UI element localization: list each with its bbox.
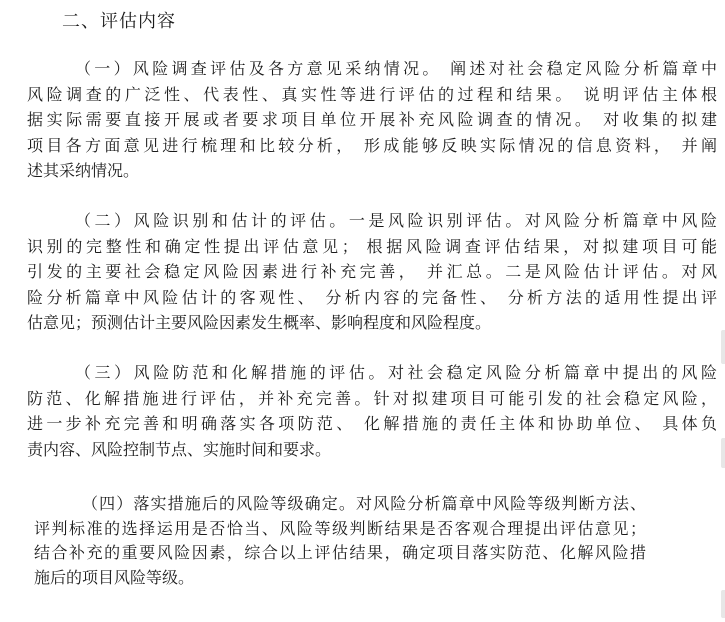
paragraph-line: 风险调查的广泛性、代表性、真实性等进行评估的过程和结果。 说明评估主体根 <box>27 84 717 104</box>
paragraph-line: 项目各方面意见进行梳理和比较分析， 形成能够反映实际情况的信息资料， 并阐 <box>27 135 717 155</box>
paragraph-line: 进一步补充完善和明确落实各项防范、 化解措施的责任主体和协助单位、 具体负 <box>27 414 717 433</box>
section-heading: 二、评估内容 <box>62 11 176 32</box>
paragraph-line: 结合补充的重要风险因素，综合以上评估结果，确定项目落实防范、化解风险措 <box>34 543 646 562</box>
scroll-edge-marker <box>721 590 725 618</box>
paragraph-line: 责内容、风险控制节点、实施时间和要求。 <box>27 439 332 459</box>
paragraph-line: 评判标准的选择运用是否恰当、风险等级判断结果是否客观合理提出评估意见； <box>34 518 646 538</box>
paragraph-line: 施后的项目风险等级。 <box>34 567 195 587</box>
paragraph-line: 防范、化解措施进行评估，并补充完善。针对拟建项目可能引发的社会稳定风险， <box>27 388 717 408</box>
paragraph-line: 据实际需要直接开展或者要求项目单位开展补充风险调查的情况。 对收集的拟建 <box>27 110 717 129</box>
paragraph-line: 述其采纳情况。 <box>27 161 140 180</box>
scroll-edge-marker <box>721 438 725 468</box>
paragraph-line: 估意见；预测估计主要风险因素发生概率、影响程度和风险程度。 <box>27 313 492 332</box>
paragraph-line: （一）风险调查评估及各方意见采纳情况。 阐述对社会稳定风险分析篇章中 <box>75 59 717 78</box>
paragraph-risk-identification-evaluation <box>27 208 717 336</box>
paragraph-line: （二）风险识别和估计的评估。一是风险识别评估。对风险分析篇章中风险 <box>75 211 717 230</box>
paragraph-line: 引发的主要社会稳定风险因素进行补充完善， 并汇总。二是风险估计评估。对风 <box>27 262 717 281</box>
scroll-edge-marker <box>721 330 725 364</box>
paragraph-line: 识别的完整性和确定性提出评估意见； 根据风险调查评估结果，对拟建项目可能 <box>27 236 717 256</box>
paragraph-risk-survey-evaluation <box>27 56 717 184</box>
paragraph-risk-mitigation-evaluation <box>27 360 717 462</box>
paragraph-risk-level-determination <box>34 492 646 590</box>
paragraph-line: （三）风险防范和化解措施的评估。对社会稳定风险分析篇章中提出的风险 <box>75 363 717 382</box>
paragraph-line: （四）落实措施后的风险等级确定。对风险分析篇章中风险等级判断方法、 <box>82 494 646 513</box>
paragraph-line: 险分析篇章中风险估计的客观性、 分析内容的完备性、 分析方法的适用性提出评 <box>27 287 717 307</box>
